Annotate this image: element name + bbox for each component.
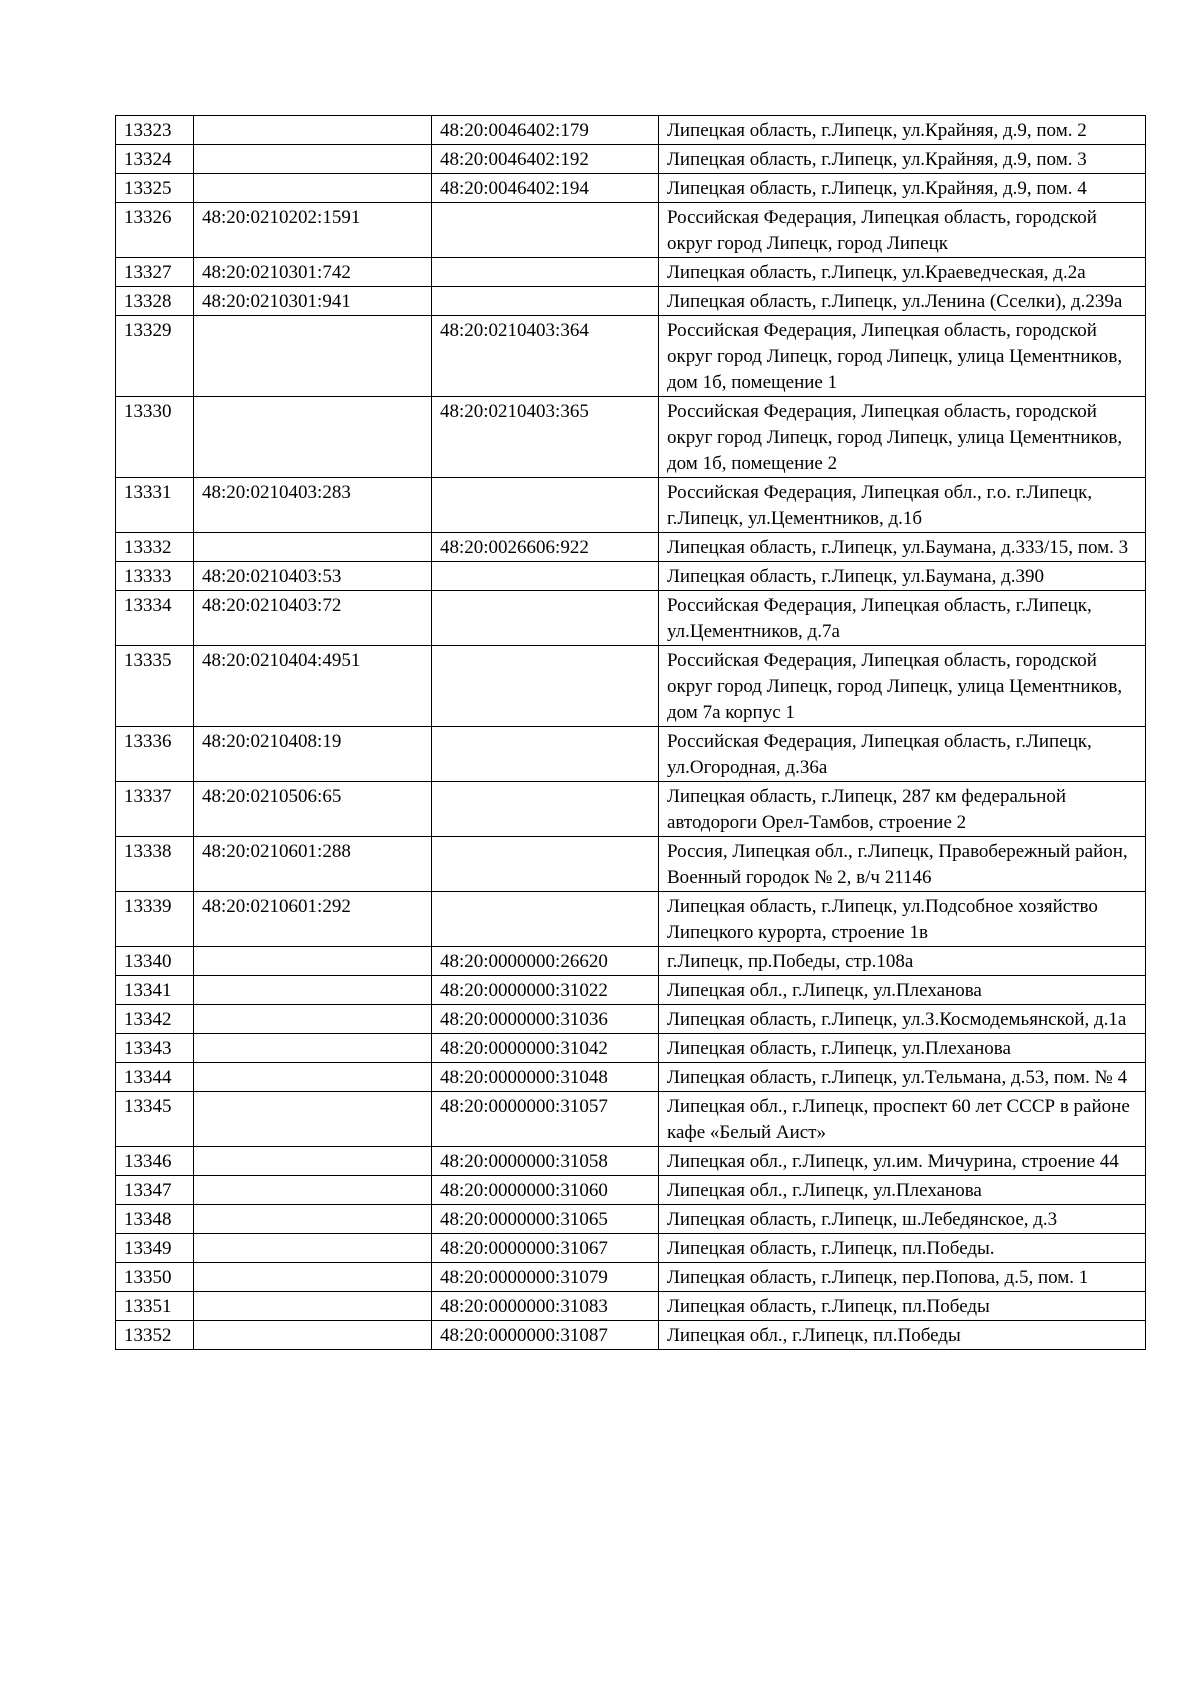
building-cadastral-number-cell: 48:20:0000000:31067 (432, 1234, 659, 1263)
address-cell: Липецкая область, г.Липецк, 287 км федеральной автодороги Орел-Тамбов, строение 2 (659, 782, 1146, 837)
row-number-cell: 13333 (116, 562, 194, 591)
row-number-cell: 13344 (116, 1063, 194, 1092)
building-cadastral-number-cell: 48:20:0210403:364 (432, 316, 659, 397)
row-number-cell: 13328 (116, 287, 194, 316)
land-cadastral-number-cell (194, 1176, 432, 1205)
land-cadastral-number-cell (194, 1063, 432, 1092)
row-number-cell: 13336 (116, 727, 194, 782)
address-cell: Российская Федерация, Липецкая обл., г.о. г.Липецк, г.Липецк, ул.Цементников, д.1б (659, 478, 1146, 533)
building-cadastral-number-cell: 48:20:0000000:31079 (432, 1263, 659, 1292)
building-cadastral-number-cell: 48:20:0000000:31036 (432, 1005, 659, 1034)
table-row (116, 533, 1146, 562)
table-row (116, 1234, 1146, 1263)
building-cadastral-number-cell: 48:20:0000000:31065 (432, 1205, 659, 1234)
land-cadastral-number-cell (194, 533, 432, 562)
building-cadastral-number-cell (432, 258, 659, 287)
land-cadastral-number-cell (194, 1005, 432, 1034)
building-cadastral-number-cell: 48:20:0210403:365 (432, 397, 659, 478)
address-cell: Российская Федерация, Липецкая область, г.Липецк, ул.Огородная, д.36а (659, 727, 1146, 782)
row-number-cell: 13343 (116, 1034, 194, 1063)
row-number-cell: 13323 (116, 116, 194, 145)
building-cadastral-number-cell (432, 837, 659, 892)
table-row (116, 727, 1146, 782)
land-cadastral-number-cell: 48:20:0210403:53 (194, 562, 432, 591)
building-cadastral-number-cell (432, 562, 659, 591)
row-number-cell: 13348 (116, 1205, 194, 1234)
table-row (116, 646, 1146, 727)
address-cell: Липецкая область, г.Липецк, ул.Подсобное хозяйство Липецкого курорта, строение 1в (659, 892, 1146, 947)
row-number-cell: 13327 (116, 258, 194, 287)
land-cadastral-number-cell (194, 1205, 432, 1234)
building-cadastral-number-cell: 48:20:0000000:31048 (432, 1063, 659, 1092)
address-cell: Липецкая область, г.Липецк, пл.Победы (659, 1292, 1146, 1321)
land-cadastral-number-cell (194, 1234, 432, 1263)
building-cadastral-number-cell: 48:20:0046402:194 (432, 174, 659, 203)
row-number-cell: 13330 (116, 397, 194, 478)
address-cell: Липецкая обл., г.Липецк, пл.Победы (659, 1321, 1146, 1350)
address-cell: Российская Федерация, Липецкая область, городской округ город Липецк, город Липецк, улица Цементников, дом 1б, помещение 1 (659, 316, 1146, 397)
building-cadastral-number-cell: 48:20:0000000:31058 (432, 1147, 659, 1176)
land-cadastral-number-cell: 48:20:0210601:288 (194, 837, 432, 892)
table-row (116, 782, 1146, 837)
address-cell: Российская Федерация, Липецкая область, г.Липецк, ул.Цементников, д.7а (659, 591, 1146, 646)
land-cadastral-number-cell (194, 1321, 432, 1350)
table-row (116, 1263, 1146, 1292)
table-row (116, 145, 1146, 174)
address-cell: Липецкая область, г.Липецк, ул.З.Космодемьянской, д.1а (659, 1005, 1146, 1034)
land-cadastral-number-cell (194, 145, 432, 174)
row-number-cell: 13347 (116, 1176, 194, 1205)
table-row (116, 258, 1146, 287)
property-table (115, 115, 1146, 1350)
table-row (116, 892, 1146, 947)
building-cadastral-number-cell (432, 287, 659, 316)
table-row (116, 1063, 1146, 1092)
row-number-cell: 13346 (116, 1147, 194, 1176)
address-cell: Липецкая область, г.Липецк, ул.Крайняя, д.9, пом. 4 (659, 174, 1146, 203)
row-number-cell: 13342 (116, 1005, 194, 1034)
table-row (116, 1292, 1146, 1321)
building-cadastral-number-cell (432, 782, 659, 837)
land-cadastral-number-cell: 48:20:0210404:4951 (194, 646, 432, 727)
table-row (116, 1205, 1146, 1234)
document-page (115, 115, 1145, 1350)
building-cadastral-number-cell: 48:20:0000000:31083 (432, 1292, 659, 1321)
row-number-cell: 13340 (116, 947, 194, 976)
land-cadastral-number-cell: 48:20:0210403:283 (194, 478, 432, 533)
land-cadastral-number-cell (194, 1263, 432, 1292)
table-row (116, 203, 1146, 258)
building-cadastral-number-cell (432, 727, 659, 782)
address-cell: Россия, Липецкая обл., г.Липецк, Правобережный район, Военный городок № 2, в/ч 21146 (659, 837, 1146, 892)
row-number-cell: 13324 (116, 145, 194, 174)
row-number-cell: 13337 (116, 782, 194, 837)
address-cell: Липецкая область, г.Липецк, ул.Баумана, д.333/15, пом. 3 (659, 533, 1146, 562)
address-cell: Липецкая область, г.Липецк, ул.Краеведческая, д.2а (659, 258, 1146, 287)
land-cadastral-number-cell (194, 947, 432, 976)
building-cadastral-number-cell: 48:20:0000000:31057 (432, 1092, 659, 1147)
building-cadastral-number-cell: 48:20:0000000:31042 (432, 1034, 659, 1063)
building-cadastral-number-cell: 48:20:0000000:31022 (432, 976, 659, 1005)
row-number-cell: 13341 (116, 976, 194, 1005)
building-cadastral-number-cell: 48:20:0000000:26620 (432, 947, 659, 976)
table-row (116, 287, 1146, 316)
land-cadastral-number-cell: 48:20:0210202:1591 (194, 203, 432, 258)
address-cell: Липецкая обл., г.Липецк, ул.им. Мичурина, строение 44 (659, 1147, 1146, 1176)
address-cell: Липецкая область, г.Липецк, пер.Попова, д.5, пом. 1 (659, 1263, 1146, 1292)
row-number-cell: 13325 (116, 174, 194, 203)
land-cadastral-number-cell (194, 1147, 432, 1176)
row-number-cell: 13334 (116, 591, 194, 646)
building-cadastral-number-cell (432, 478, 659, 533)
address-cell: Липецкая область, г.Липецк, ш.Лебедянское, д.3 (659, 1205, 1146, 1234)
table-body (116, 116, 1146, 1350)
address-cell: Российская Федерация, Липецкая область, городской округ город Липецк, город Липецк, улица Цементников, дом 7а корпус 1 (659, 646, 1146, 727)
row-number-cell: 13338 (116, 837, 194, 892)
building-cadastral-number-cell (432, 892, 659, 947)
row-number-cell: 13326 (116, 203, 194, 258)
address-cell: Липецкая область, г.Липецк, ул.Плеханова (659, 1034, 1146, 1063)
row-number-cell: 13349 (116, 1234, 194, 1263)
land-cadastral-number-cell (194, 316, 432, 397)
table-row (116, 1005, 1146, 1034)
building-cadastral-number-cell (432, 203, 659, 258)
land-cadastral-number-cell: 48:20:0210301:941 (194, 287, 432, 316)
table-row (116, 116, 1146, 145)
row-number-cell: 13350 (116, 1263, 194, 1292)
land-cadastral-number-cell: 48:20:0210301:742 (194, 258, 432, 287)
building-cadastral-number-cell: 48:20:0000000:31087 (432, 1321, 659, 1350)
land-cadastral-number-cell (194, 116, 432, 145)
address-cell: Липецкая обл., г.Липецк, проспект 60 лет СССР в районе кафе «Белый Аист» (659, 1092, 1146, 1147)
address-cell: Липецкая область, г.Липецк, ул.Крайняя, д.9, пом. 2 (659, 116, 1146, 145)
address-cell: Липецкая обл., г.Липецк, ул.Плеханова (659, 976, 1146, 1005)
land-cadastral-number-cell: 48:20:0210506:65 (194, 782, 432, 837)
table-row (116, 591, 1146, 646)
land-cadastral-number-cell: 48:20:0210601:292 (194, 892, 432, 947)
building-cadastral-number-cell (432, 591, 659, 646)
table-row (116, 1147, 1146, 1176)
table-row (116, 947, 1146, 976)
row-number-cell: 13352 (116, 1321, 194, 1350)
address-cell: Российская Федерация, Липецкая область, городской округ город Липецк, город Липецк (659, 203, 1146, 258)
table-row (116, 1176, 1146, 1205)
row-number-cell: 13351 (116, 1292, 194, 1321)
land-cadastral-number-cell (194, 397, 432, 478)
land-cadastral-number-cell (194, 976, 432, 1005)
table-row (116, 316, 1146, 397)
table-row (116, 1092, 1146, 1147)
table-row (116, 837, 1146, 892)
row-number-cell: 13332 (116, 533, 194, 562)
row-number-cell: 13329 (116, 316, 194, 397)
table-row (116, 976, 1146, 1005)
building-cadastral-number-cell (432, 646, 659, 727)
land-cadastral-number-cell: 48:20:0210403:72 (194, 591, 432, 646)
land-cadastral-number-cell (194, 1292, 432, 1321)
address-cell: Липецкая обл., г.Липецк, ул.Плеханова (659, 1176, 1146, 1205)
building-cadastral-number-cell: 48:20:0000000:31060 (432, 1176, 659, 1205)
address-cell: Российская Федерация, Липецкая область, городской округ город Липецк, город Липецк, улица Цементников, дом 1б, помещение 2 (659, 397, 1146, 478)
table-row (116, 174, 1146, 203)
land-cadastral-number-cell: 48:20:0210408:19 (194, 727, 432, 782)
row-number-cell: 13331 (116, 478, 194, 533)
address-cell: Липецкая область, г.Липецк, ул.Баумана, д.390 (659, 562, 1146, 591)
table-row (116, 562, 1146, 591)
row-number-cell: 13339 (116, 892, 194, 947)
table-row (116, 478, 1146, 533)
address-cell: Липецкая область, г.Липецк, пл.Победы. (659, 1234, 1146, 1263)
building-cadastral-number-cell: 48:20:0046402:179 (432, 116, 659, 145)
table-row (116, 1034, 1146, 1063)
address-cell: Липецкая область, г.Липецк, ул.Ленина (Сселки), д.239а (659, 287, 1146, 316)
land-cadastral-number-cell (194, 1034, 432, 1063)
row-number-cell: 13345 (116, 1092, 194, 1147)
table-row (116, 1321, 1146, 1350)
address-cell: г.Липецк, пр.Победы, стр.108а (659, 947, 1146, 976)
land-cadastral-number-cell (194, 174, 432, 203)
building-cadastral-number-cell: 48:20:0046402:192 (432, 145, 659, 174)
row-number-cell: 13335 (116, 646, 194, 727)
land-cadastral-number-cell (194, 1092, 432, 1147)
address-cell: Липецкая область, г.Липецк, ул.Тельмана, д.53, пом. № 4 (659, 1063, 1146, 1092)
table-row (116, 397, 1146, 478)
address-cell: Липецкая область, г.Липецк, ул.Крайняя, д.9, пом. 3 (659, 145, 1146, 174)
building-cadastral-number-cell: 48:20:0026606:922 (432, 533, 659, 562)
